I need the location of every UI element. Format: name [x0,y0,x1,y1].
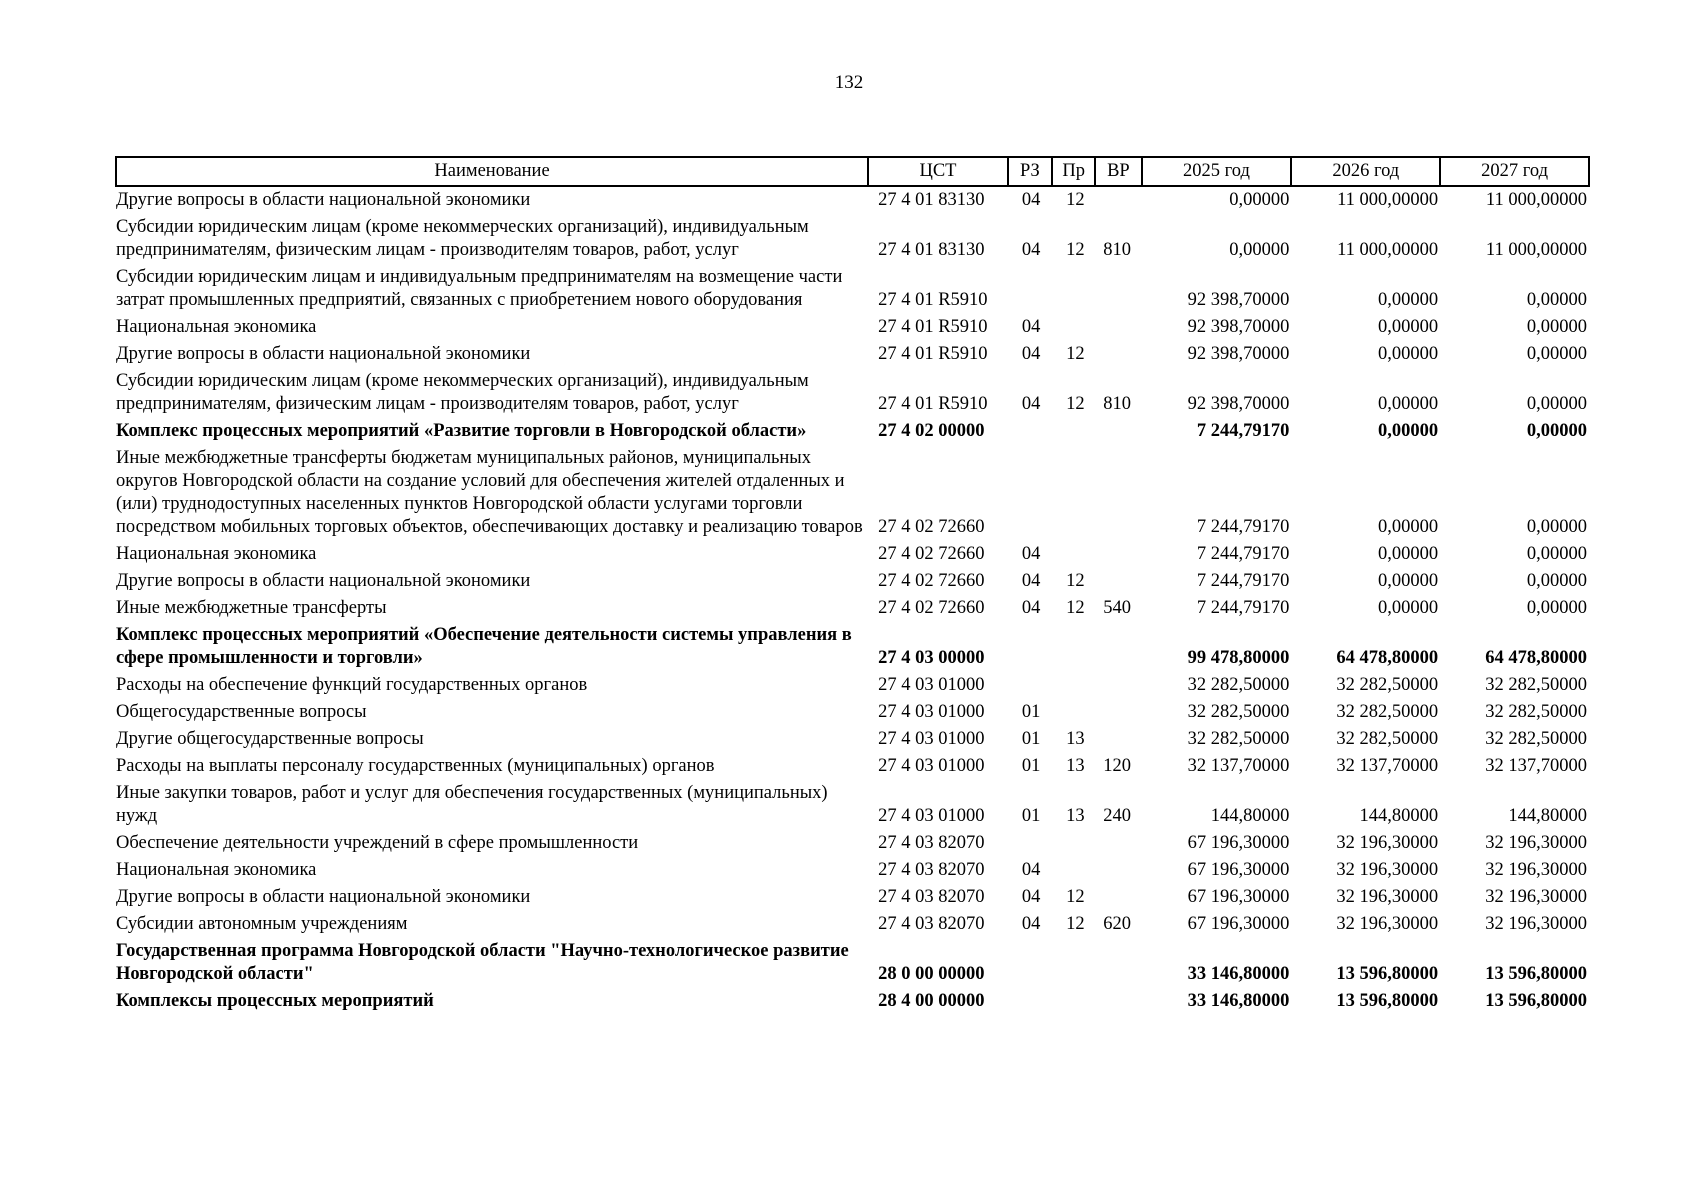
cell-y2027: 64 478,80000 [1485,648,1587,668]
cell-name: Общегосударственные вопросы [116,702,367,722]
table-row [116,884,1589,911]
cell-y2026: 0,00000 [1378,598,1439,618]
table-row [116,672,1589,699]
cell-rz: 04 [1021,240,1041,260]
cell-y2026: 0,00000 [1378,394,1439,414]
table-body [116,186,1589,1015]
cell-y2027: 0,00000 [1526,571,1587,591]
cell-y2027: 32 196,30000 [1485,860,1587,880]
cell-y2025: 33 146,80000 [1187,991,1290,1011]
cell-vr [1095,418,1141,445]
cell-rz: 04 [1021,190,1041,210]
cell-vr [1095,857,1141,884]
page-number: 132 [834,72,864,93]
cell-y2026: 32 282,50000 [1336,702,1439,722]
cell-y2027: 13 596,80000 [1485,964,1587,984]
cell-y2025: 7 244,79170 [1196,544,1290,564]
cell-y2025: 7 244,79170 [1196,598,1290,618]
cell-cst: 27 4 01 83130 [878,240,985,260]
cell-cst: 27 4 03 82070 [878,887,985,907]
cell-name: Комплекс процессных мероприятий «Развитие торговли в Новгородской области» [116,421,807,441]
cell-cst: 27 4 03 01000 [878,702,985,722]
cell-y2027: 11 000,00000 [1485,190,1587,210]
cell-y2025: 33 146,80000 [1187,964,1290,984]
cell-pr: 13 [1066,806,1085,826]
cell-cst: 27 4 02 00000 [878,421,985,441]
table-row [116,418,1589,445]
cell-name: Государственная программа Новгородской области "Научно-технологическое развитие Новгородской области" [116,941,849,984]
table-row [116,726,1589,753]
cell-cst: 28 0 00 00000 [878,964,985,984]
cell-cst: 27 4 03 01000 [878,756,985,776]
cell-cst: 27 4 01 R5910 [878,317,988,337]
cell-y2026: 13 596,80000 [1336,964,1439,984]
cell-vr: 540 [1103,598,1132,618]
cell-y2026: 11 000,00000 [1337,190,1439,210]
cell-pr: 13 [1066,729,1085,749]
cell-y2026: 0,00000 [1378,317,1439,337]
cell-y2027: 11 000,00000 [1485,240,1587,260]
table-row [116,186,1589,214]
cell-cst: 27 4 03 01000 [878,729,985,749]
header-rz: РЗ [1008,157,1052,186]
cell-name: Другие общегосударственные вопросы [116,729,424,749]
cell-y2026: 32 282,50000 [1336,675,1439,695]
cell-vr [1095,988,1141,1015]
table-row [116,541,1589,568]
cell-pr [1052,699,1095,726]
cell-rz [1008,988,1052,1015]
cell-y2027: 32 196,30000 [1485,914,1587,934]
cell-y2026: 0,00000 [1378,517,1439,537]
cell-y2027: 0,00000 [1526,394,1587,414]
cell-pr: 13 [1066,756,1085,776]
header-2027: 2027 год [1440,157,1589,186]
table-row [116,314,1589,341]
cell-y2027: 0,00000 [1526,598,1587,618]
header-pr: Пр [1052,157,1095,186]
cell-vr [1095,314,1141,341]
header-2025: 2025 год [1142,157,1292,186]
cell-y2025: 32 282,50000 [1187,702,1290,722]
cell-y2026: 0,00000 [1378,290,1439,310]
cell-name: Иные межбюджетные трансферты бюджетам муниципальных районов, муниципальных округов Новгородской области на создание условий для обеспечения жителей отдаленных и (или) труднодоступных населенных пунктов Новгородской области услугами торговли посредством мобильных торговых объектов, обеспечивающих доставку и реализацию товаров [116,448,863,537]
cell-name: Другие вопросы в области национальной экономики [116,571,531,591]
cell-cst: 27 4 03 82070 [878,860,985,880]
cell-cst: 27 4 02 72660 [878,544,985,564]
table-header-row [116,157,1589,186]
cell-rz: 04 [1021,394,1041,414]
cell-vr [1095,445,1141,541]
cell-y2027: 0,00000 [1526,544,1587,564]
cell-y2026: 0,00000 [1378,344,1439,364]
cell-pr [1052,988,1095,1015]
cell-pr [1052,445,1095,541]
cell-rz: 04 [1021,571,1041,591]
cell-name: Другие вопросы в области национальной экономики [116,190,531,210]
cell-y2025: 0,00000 [1229,190,1290,210]
cell-pr: 12 [1066,887,1085,907]
cell-y2025: 92 398,70000 [1187,317,1290,337]
cell-vr: 120 [1103,756,1132,776]
cell-vr [1095,672,1141,699]
cell-y2026: 64 478,80000 [1336,648,1439,668]
cell-rz: 04 [1021,598,1041,618]
table-row [116,938,1589,988]
cell-y2026: 13 596,80000 [1336,991,1439,1011]
cell-y2025: 32 282,50000 [1187,675,1290,695]
cell-y2025: 67 196,30000 [1187,860,1290,880]
cell-vr [1095,186,1141,214]
cell-rz [1008,672,1052,699]
cell-pr [1052,264,1095,314]
cell-y2025: 32 282,50000 [1187,729,1290,749]
table-row [116,622,1589,672]
cell-y2026: 0,00000 [1378,571,1439,591]
cell-pr [1052,314,1095,341]
cell-rz [1008,418,1052,445]
cell-cst: 27 4 02 72660 [878,598,985,618]
cell-y2026: 0,00000 [1378,544,1439,564]
cell-pr: 12 [1066,240,1085,260]
cell-name: Субсидии автономным учреждениям [116,914,408,934]
cell-y2026: 32 196,30000 [1336,914,1439,934]
cell-name: Национальная экономика [116,544,317,564]
cell-y2025: 92 398,70000 [1187,290,1290,310]
cell-pr [1052,830,1095,857]
cell-cst: 27 4 03 01000 [878,806,985,826]
cell-y2025: 99 478,80000 [1187,648,1290,668]
cell-rz: 01 [1021,702,1041,722]
cell-y2027: 32 196,30000 [1485,833,1587,853]
cell-y2026: 32 282,50000 [1336,729,1439,749]
cell-pr [1052,857,1095,884]
table-row [116,445,1589,541]
cell-y2025: 7 244,79170 [1196,571,1290,591]
cell-y2026: 32 196,30000 [1336,833,1439,853]
cell-y2027: 0,00000 [1526,290,1587,310]
cell-vr [1095,341,1141,368]
cell-vr: 810 [1103,394,1132,414]
cell-rz [1008,622,1052,672]
cell-name: Субсидии юридическим лицам и индивидуальным предпринимателям на возмещение части затрат промышленных предприятий, связанных с приобретением нового оборудования [116,267,843,310]
cell-cst: 27 4 03 00000 [878,648,985,668]
cell-name: Другие вопросы в области национальной экономики [116,887,531,907]
cell-cst: 27 4 02 72660 [878,517,985,537]
table-row [116,368,1589,418]
cell-y2027: 32 282,50000 [1485,702,1587,722]
cell-vr: 810 [1103,240,1132,260]
cell-y2025: 67 196,30000 [1187,833,1290,853]
cell-name: Субсидии юридическим лицам (кроме некоммерческих организаций), индивидуальным предпринимателям, физическим лицам - производителям товаров, работ, услуг [116,371,809,414]
cell-y2026: 32 196,30000 [1336,887,1439,907]
cell-vr: 240 [1103,806,1132,826]
cell-vr: 620 [1103,914,1132,934]
table-row [116,568,1589,595]
cell-rz: 04 [1021,344,1041,364]
cell-y2027: 0,00000 [1526,421,1587,441]
cell-name: Расходы на выплаты персоналу государственных (муниципальных) органов [116,756,715,776]
table-row [116,264,1589,314]
cell-y2025: 92 398,70000 [1187,394,1290,414]
cell-y2025: 67 196,30000 [1187,887,1290,907]
cell-vr [1095,830,1141,857]
cell-vr [1095,568,1141,595]
cell-cst: 27 4 03 01000 [878,675,985,695]
cell-vr [1095,884,1141,911]
cell-pr: 12 [1066,914,1085,934]
cell-pr: 12 [1066,571,1085,591]
table-row [116,830,1589,857]
cell-pr [1052,541,1095,568]
cell-y2025: 144,80000 [1210,806,1290,826]
cell-name: Комплексы процессных мероприятий [116,991,434,1011]
header-2026: 2026 год [1291,157,1440,186]
cell-y2027: 32 282,50000 [1485,729,1587,749]
table-row [116,595,1589,622]
cell-pr [1052,938,1095,988]
table-row [116,857,1589,884]
cell-rz: 01 [1021,756,1041,776]
table-row [116,988,1589,1015]
cell-name: Другие вопросы в области национальной экономики [116,344,531,364]
cell-y2026: 32 137,70000 [1336,756,1439,776]
cell-pr [1052,418,1095,445]
cell-pr [1052,622,1095,672]
cell-y2027: 0,00000 [1526,317,1587,337]
header-cst: ЦСТ [868,157,1008,186]
cell-name: Комплекс процессных мероприятий «Обеспечение деятельности системы управления в сфере промышленности и торговли» [116,625,852,668]
cell-vr [1095,938,1141,988]
cell-rz [1008,445,1052,541]
cell-rz: 04 [1021,860,1041,880]
cell-vr [1095,699,1141,726]
cell-name: Национальная экономика [116,860,317,880]
cell-y2027: 0,00000 [1526,517,1587,537]
cell-y2025: 92 398,70000 [1187,344,1290,364]
cell-rz [1008,938,1052,988]
cell-cst: 27 4 03 82070 [878,914,985,934]
cell-cst: 27 4 03 82070 [878,833,985,853]
cell-y2025: 7 244,79170 [1196,421,1290,441]
cell-y2027: 144,80000 [1508,806,1587,826]
cell-name: Иные межбюджетные трансферты [116,598,387,618]
budget-table [115,156,1590,1015]
cell-cst: 27 4 01 R5910 [878,394,988,414]
cell-y2026: 0,00000 [1378,421,1439,441]
cell-y2026: 32 196,30000 [1336,860,1439,880]
cell-y2025: 7 244,79170 [1196,517,1290,537]
cell-cst: 27 4 02 72660 [878,571,985,591]
cell-rz [1008,264,1052,314]
cell-y2025: 32 137,70000 [1187,756,1290,776]
cell-name: Расходы на обеспечение функций государственных органов [116,675,588,695]
cell-pr: 12 [1066,394,1085,414]
cell-vr [1095,264,1141,314]
table-row [116,341,1589,368]
cell-y2025: 0,00000 [1229,240,1290,260]
cell-y2027: 32 196,30000 [1485,887,1587,907]
cell-pr: 12 [1066,344,1085,364]
cell-vr [1095,622,1141,672]
cell-name: Национальная экономика [116,317,317,337]
cell-rz: 04 [1021,887,1041,907]
cell-rz: 04 [1021,914,1041,934]
cell-y2027: 32 137,70000 [1485,756,1587,776]
cell-y2025: 67 196,30000 [1187,914,1290,934]
cell-y2026: 144,80000 [1359,806,1439,826]
cell-name: Иные закупки товаров, работ и услуг для обеспечения государственных (муниципальных) нужд [116,783,828,826]
cell-y2027: 32 282,50000 [1485,675,1587,695]
cell-name: Субсидии юридическим лицам (кроме некоммерческих организаций), индивидуальным предпринимателям, физическим лицам - производителям товаров, работ, услуг [116,217,809,260]
cell-pr [1052,672,1095,699]
header-vr: ВР [1095,157,1141,186]
cell-vr [1095,726,1141,753]
cell-rz: 04 [1021,317,1041,337]
table-row [116,699,1589,726]
cell-pr: 12 [1066,598,1085,618]
cell-cst: 27 4 01 R5910 [878,290,988,310]
table-row [116,753,1589,780]
cell-rz: 04 [1021,544,1041,564]
header-name: Наименование [116,157,868,186]
cell-cst: 28 4 00 00000 [878,991,985,1011]
cell-cst: 27 4 01 R5910 [878,344,988,364]
cell-vr [1095,541,1141,568]
cell-name: Обеспечение деятельности учреждений в сфере промышленности [116,833,639,853]
cell-y2027: 13 596,80000 [1485,991,1587,1011]
cell-rz [1008,830,1052,857]
table-row [116,780,1589,830]
cell-rz: 01 [1021,729,1041,749]
cell-y2027: 0,00000 [1526,344,1587,364]
cell-pr: 12 [1066,190,1085,210]
table-row [116,214,1589,264]
cell-cst: 27 4 01 83130 [878,190,985,210]
cell-y2026: 11 000,00000 [1337,240,1439,260]
cell-rz: 01 [1021,806,1041,826]
table-row [116,911,1589,938]
